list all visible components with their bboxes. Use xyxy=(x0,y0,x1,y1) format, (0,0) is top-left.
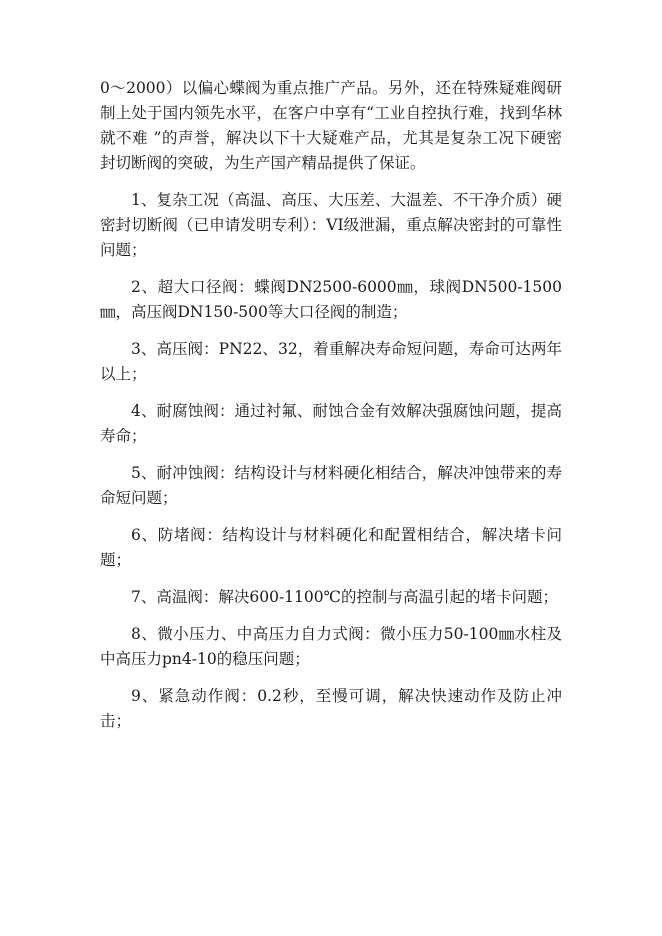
document-page xyxy=(100,76,562,746)
list-item: 5、耐冲蚀阀：结构设计与材料硬化相结合，解决冲蚀带来的寿命短问题； xyxy=(100,464,562,507)
list-item: 4、耐腐蚀阀：通过衬氟、耐蚀合金有效解决强腐蚀问题，提高寿命； xyxy=(100,402,562,445)
list-item: 6、防堵阀：结构设计与材料硬化和配置相结合，解决堵卡问题； xyxy=(100,526,562,569)
list-item: 7、高温阀：解决600-1100℃的控制与高温引起的堵卡问题； xyxy=(131,588,558,606)
list-item: 2、超大口径阀：蝶阀DN2500-6000㎜，球阀DN500-1500㎜，高压阀DN150-500等大口径阀的制造； xyxy=(100,278,562,321)
list-item: 9、紧急动作阀：0.2秒，至慢可调，解决快速动作及防止冲击； xyxy=(100,687,562,730)
list-item: 1、复杂工况（高温、高压、大压差、大温差、不干净介质）硬密封切断阀（已申请发明专利）：VI级泄漏，重点解决密封的可靠性问题； xyxy=(100,191,562,259)
list-item: 8、微小压力、中高压力自力式阀：微小压力50-100㎜水柱及中高压力pn4-10的稳压问题； xyxy=(100,625,562,668)
intro-paragraph: 0～2000）以偏心蝶阀为重点推广产品。另外，还在特殊疑难阀研制上处于国内领先水平，在客户中享有“工业自控执行难，找到华林就不难 ”的声誉，解决以下十大疑难产品，尤其是复杂工况下硬密封切断阀的突破，为生产国产精品提供了保证。 xyxy=(100,79,562,172)
list-item: 3、高压阀：PN22、32，着重解决寿命短问题，寿命可达两年以上； xyxy=(100,340,562,383)
